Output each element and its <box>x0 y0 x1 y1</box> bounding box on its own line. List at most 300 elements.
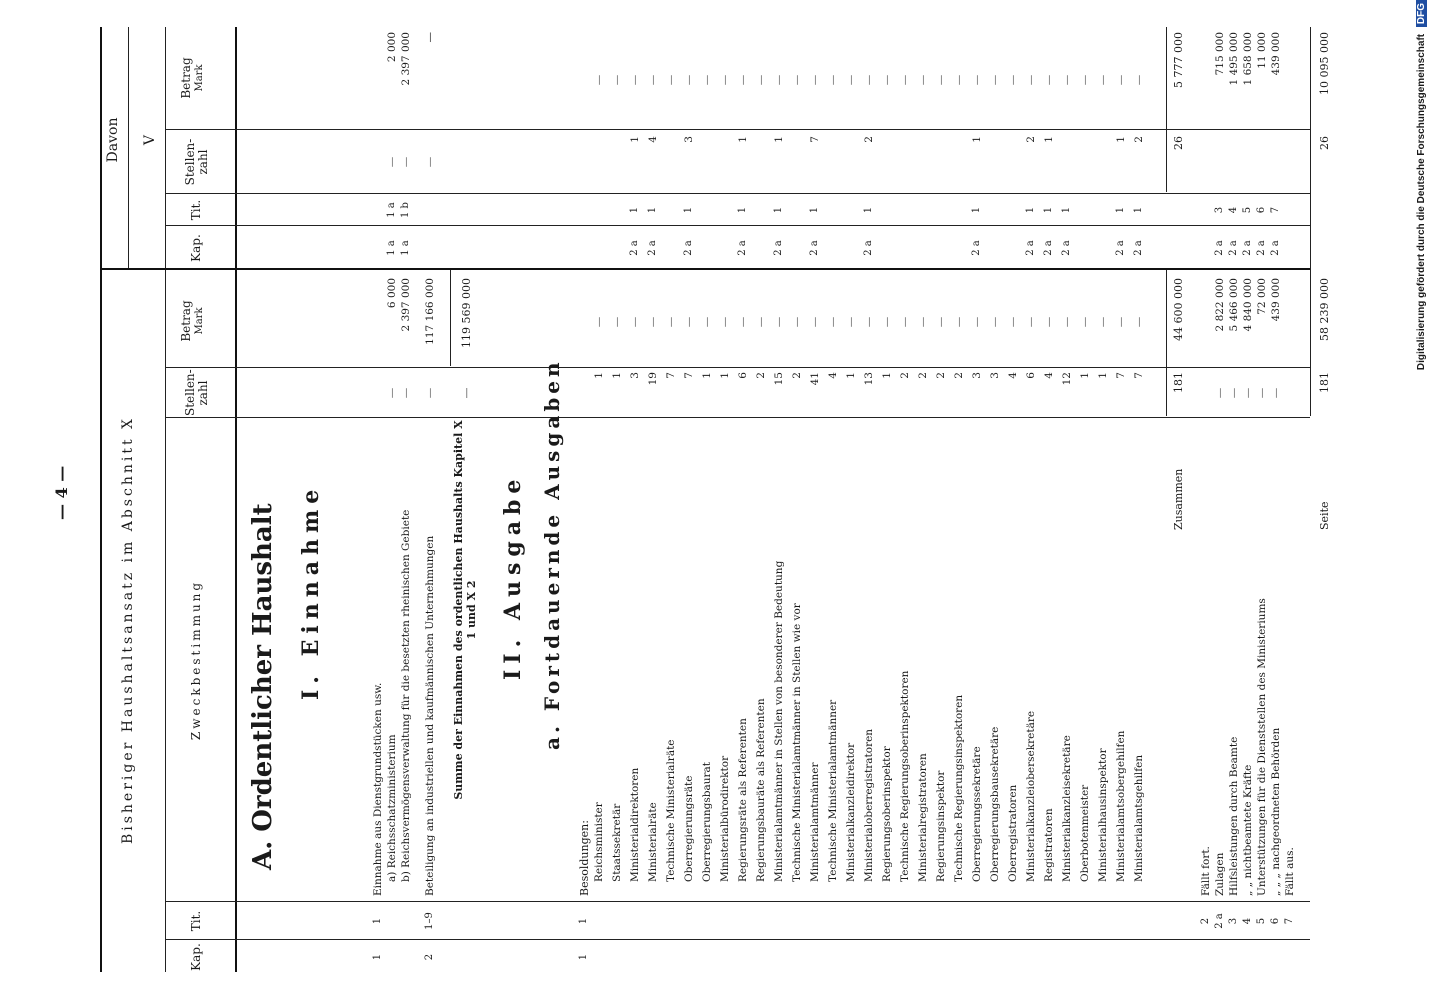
salary-betrag-dash: — <box>809 316 821 328</box>
table-title: Bisheriger Haushaltsansatz im Abschnitt X <box>120 415 136 845</box>
salary-row <box>970 0 986 1000</box>
salary-stellen: 4 <box>1043 372 1055 379</box>
other-text: „ „ nichtbeamtete Kräfte <box>1242 764 1254 896</box>
salary-v-stellen: 2 <box>1133 136 1145 143</box>
salary-betrag-dash: — <box>1133 316 1145 328</box>
salary-v-stellen: 4 <box>647 136 659 143</box>
salary-v-betrag-dash: — <box>773 74 785 86</box>
salary-kap: 1 <box>578 953 589 961</box>
salary-stellen: 19 <box>647 372 659 386</box>
income-v-tit: 1 a <box>386 202 397 218</box>
other-betrag: 439 000 <box>1270 278 1282 322</box>
other-text: Fällt fort. <box>1200 846 1212 896</box>
other-text: Unterstützungen für die Dienststellen des Ministeriums <box>1256 598 1268 896</box>
salary-desc: Oberregierungsbausekretäre <box>989 726 1001 882</box>
salary-tit: 1 <box>578 917 589 925</box>
salary-v-betrag-dash: — <box>899 74 911 86</box>
salary-v-betrag-dash: — <box>719 74 731 86</box>
salary-v-betrag-dash: — <box>791 74 803 86</box>
salary-v-stellen: 1 <box>629 136 641 143</box>
other-v-tit: 6 <box>1256 206 1267 214</box>
salary-v-tit: 1 <box>737 206 748 214</box>
v-zusammen-betrag: 5 777 000 <box>1172 32 1185 88</box>
other-v-tit: 5 <box>1242 206 1253 214</box>
salary-betrag-dash: — <box>773 316 785 328</box>
salary-stellen: 1 <box>611 372 623 379</box>
salary-betrag-dash: — <box>683 316 695 328</box>
salary-v-betrag-dash: — <box>629 74 641 86</box>
other-v-betrag: 715 000 <box>1214 32 1226 76</box>
salary-desc: Ministerialoberregistratoren <box>863 728 875 882</box>
salary-stellen: 1 <box>593 372 605 379</box>
salary-betrag-dash: — <box>935 316 947 328</box>
salary-desc: Ministerialbürodirektor <box>719 755 731 882</box>
salary-v-betrag-dash: — <box>665 74 677 86</box>
salary-desc: Ministerialregistratoren <box>917 753 929 882</box>
salary-stellen: 2 <box>935 372 947 379</box>
salary-v-tit: 1 <box>1061 206 1072 214</box>
salary-row <box>628 0 644 1000</box>
salary-row <box>952 0 968 1000</box>
salary-desc: Technische Regierungsoberinspektoren <box>899 670 911 882</box>
salary-v-tit: 1 <box>971 206 982 214</box>
income-kap: 1 <box>372 953 383 961</box>
salary-stellen: 4 <box>827 372 839 379</box>
v-kap-header: Kap. <box>189 234 203 262</box>
other-text: „ „ „ nachgeordneten Behörden <box>1270 727 1282 896</box>
salary-betrag-dash: — <box>791 316 803 328</box>
v-zusammen-rule <box>1166 27 1167 192</box>
salary-v-betrag-dash: — <box>647 74 659 86</box>
income-sum-betrag: 119 569 000 <box>460 278 473 348</box>
mark-label: Mark <box>194 307 205 335</box>
salary-row <box>1060 0 1076 1000</box>
salary-row <box>1042 0 1058 1000</box>
betrag-label: Betrag <box>179 300 193 342</box>
davon-label: Davon <box>105 117 121 163</box>
income-kap: 2 <box>424 953 435 961</box>
other-v-kap: 2 a <box>1228 240 1239 256</box>
salary-v-tit: 1 <box>863 206 874 214</box>
header-rule-2 <box>235 27 237 972</box>
salary-v-betrag-dash: — <box>1133 74 1145 86</box>
salary-v-betrag-dash: — <box>1097 74 1109 86</box>
salary-stellen: 7 <box>665 372 677 379</box>
other-v-betrag: 1 495 000 <box>1228 32 1240 86</box>
salary-desc: Ministerialhausinspektor <box>1097 748 1109 882</box>
salary-v-kap: 2 a <box>773 240 784 256</box>
salary-row <box>790 0 806 1000</box>
income-text: a) Reichsschatzministerium <box>386 734 398 882</box>
zusammen-rule <box>1166 270 1167 416</box>
salary-stellen: 7 <box>1115 372 1127 379</box>
salary-v-kap: 2 a <box>683 240 694 256</box>
income-v-kap: 1 a <box>386 240 397 256</box>
salary-v-stellen: 7 <box>809 136 821 143</box>
salary-v-tit: 1 <box>1043 206 1054 214</box>
salary-v-betrag-dash: — <box>1079 74 1091 86</box>
salary-v-betrag-dash: — <box>755 74 767 86</box>
salary-desc: Oberregierungssekretäre <box>971 746 983 882</box>
income-v-stellen: — <box>386 156 398 168</box>
other-betrag: 4 840 000 <box>1242 278 1254 332</box>
salary-desc: Regierungsinspektor <box>935 770 947 882</box>
salary-v-stellen: 2 <box>1025 136 1037 143</box>
dfg-credit-text: Digitalisierung gefördert durch die Deutsche Forschungsgemeinschaft <box>1416 33 1427 371</box>
salary-v-betrag-dash: — <box>593 74 605 86</box>
income-v-tit: 1 b <box>400 202 411 218</box>
section-ii-heading: II. Ausgabe <box>500 473 526 680</box>
salary-row <box>1096 0 1112 1000</box>
salary-desc: Staatssekretär <box>611 803 623 882</box>
seite-rule <box>1310 27 1311 416</box>
income-v-betrag: 2 000 <box>386 32 398 63</box>
salary-row <box>1006 0 1022 1000</box>
page-number: — 4 — <box>52 465 71 520</box>
salary-stellen: 1 <box>719 372 731 379</box>
other-betrag: 72 000 <box>1256 278 1268 315</box>
salary-row <box>880 0 896 1000</box>
salary-v-betrag-dash: — <box>989 74 1001 86</box>
salary-v-betrag-dash: — <box>935 74 947 86</box>
salary-v-betrag-dash: — <box>737 74 749 86</box>
salary-stellen: 41 <box>809 372 821 386</box>
salary-v-stellen: 1 <box>1043 136 1055 143</box>
salary-betrag-dash: — <box>863 316 875 328</box>
salary-stellen: 1 <box>845 372 857 379</box>
income-v-betrag: 2 397 000 <box>400 32 412 86</box>
v-zusammen-stellen: 26 <box>1172 136 1185 150</box>
salary-desc: Regierungsräte als Referenten <box>737 718 749 882</box>
v-mark-label: Mark <box>194 64 205 92</box>
other-tit: 3 <box>1228 917 1239 925</box>
salary-desc: Ministerialamtmänner in Stellen von besonderer Bedeutung <box>773 560 785 882</box>
col-betrag-header <box>180 276 206 366</box>
other-stellen: — <box>1214 387 1226 399</box>
salary-betrag-dash: — <box>899 316 911 328</box>
salary-v-tit: 1 <box>1133 206 1144 214</box>
other-stellen: — <box>1270 387 1282 399</box>
salary-stellen: 1 <box>1097 372 1109 379</box>
other-v-betrag: 1 658 000 <box>1242 32 1254 86</box>
salary-stellen: 13 <box>863 372 875 386</box>
salary-betrag-dash: — <box>1043 316 1055 328</box>
salary-desc: Ministerialkanzleiobersekretäre <box>1025 710 1037 882</box>
salary-stellen: 3 <box>629 372 641 379</box>
salary-v-betrag-dash: — <box>827 74 839 86</box>
other-v-kap: 2 a <box>1270 240 1281 256</box>
salary-row <box>664 0 680 1000</box>
salary-v-kap: 2 a <box>1043 240 1054 256</box>
salary-desc: Oberregistratoren <box>1007 784 1019 882</box>
salary-v-tit: 1 <box>1115 206 1126 214</box>
v-stellen-header: Stellen-zahl <box>183 138 210 186</box>
salary-row <box>736 0 752 1000</box>
salary-betrag-dash: — <box>827 316 839 328</box>
salary-stellen: 6 <box>1025 372 1037 379</box>
salary-v-kap: 2 a <box>1115 240 1126 256</box>
salary-desc: Ministerialdirektoren <box>629 767 641 882</box>
zusammen-stellen: 181 <box>1172 372 1185 393</box>
other-v-kap: 2 a <box>1214 240 1225 256</box>
salary-betrag-dash: — <box>989 316 1001 328</box>
salary-desc: Oberbotenmeister <box>1079 784 1091 882</box>
salary-row <box>826 0 842 1000</box>
salary-v-stellen: 1 <box>737 136 749 143</box>
salary-betrag-dash: — <box>593 316 605 328</box>
salary-row <box>1024 0 1040 1000</box>
income-betrag: 117 166 000 <box>424 278 436 345</box>
other-v-tit: 7 <box>1270 206 1281 214</box>
salary-stellen: 12 <box>1061 372 1073 386</box>
salary-v-stellen: 1 <box>971 136 983 143</box>
other-tit: 5 <box>1256 917 1267 925</box>
salary-stellen: 1 <box>881 372 893 379</box>
salary-stellen: 2 <box>899 372 911 379</box>
section-a-sub-heading: a. Fortdauernde Ausgaben <box>540 358 564 750</box>
salary-row <box>646 0 662 1000</box>
other-tit: 2 <box>1200 917 1211 925</box>
salary-betrag-dash: — <box>1115 316 1127 328</box>
other-text: Fällt aus. <box>1284 847 1296 896</box>
salary-v-kap: 2 a <box>1061 240 1072 256</box>
salary-row <box>916 0 932 1000</box>
other-v-kap: 2 a <box>1256 240 1267 256</box>
salary-desc: Reichsminister <box>593 802 605 882</box>
salary-v-stellen: 1 <box>1115 136 1127 143</box>
income-stellen: — <box>386 387 398 399</box>
salary-betrag-dash: — <box>647 316 659 328</box>
income-tit: 1–9 <box>424 912 435 930</box>
top-rule <box>100 27 102 972</box>
income-stellen: — <box>400 387 412 399</box>
salary-v-stellen: 1 <box>773 136 785 143</box>
salary-row <box>844 0 860 1000</box>
salary-desc: Regierungsoberinspektor <box>881 746 893 882</box>
salary-row <box>772 0 788 1000</box>
salary-v-betrag-dash: — <box>881 74 893 86</box>
income-tit: 1 <box>372 917 383 925</box>
salary-betrag-dash: — <box>845 316 857 328</box>
salary-v-betrag-dash: — <box>845 74 857 86</box>
other-tit: 4 <box>1242 917 1253 925</box>
salary-v-kap: 2 a <box>1025 240 1036 256</box>
income-v-stellen: — <box>424 156 436 168</box>
salary-v-stellen: 3 <box>683 136 695 143</box>
salary-desc: Ministerialamtsobergehilfen <box>1115 730 1127 882</box>
income-sum-stellen: — <box>460 387 473 399</box>
section-i-heading: I. Einnahme <box>298 483 324 700</box>
salary-v-betrag-dash: — <box>809 74 821 86</box>
other-tit: 2 a <box>1214 913 1225 929</box>
salary-stellen: 7 <box>683 372 695 379</box>
salary-betrag-dash: — <box>881 316 893 328</box>
salary-v-tit: 1 <box>773 206 784 214</box>
salary-stellen: 7 <box>1133 372 1145 379</box>
salary-stellen: 2 <box>917 372 929 379</box>
davon-v: V <box>142 134 158 146</box>
salary-desc: Technische Ministerialräte <box>665 739 677 882</box>
salary-betrag-dash: — <box>611 316 623 328</box>
income-text: Beteiligung an industriellen und kaufmännischen Unternehmungen <box>424 535 436 896</box>
davon-rule <box>128 27 129 270</box>
salary-desc: Registratoren <box>1043 808 1055 882</box>
salary-row <box>592 0 608 1000</box>
salary-betrag-dash: — <box>1061 316 1073 328</box>
salary-desc: Technische Ministerialamtmänner in Stellen wie vor <box>791 603 803 882</box>
salary-row <box>754 0 770 1000</box>
header-rule-1 <box>165 27 166 972</box>
other-v-tit: 4 <box>1228 206 1239 214</box>
salary-stellen: 2 <box>755 372 767 379</box>
v-tit-header: Tit. <box>189 199 203 221</box>
income-betrag: 2 397 000 <box>400 278 412 332</box>
salary-betrag-dash: — <box>1007 316 1019 328</box>
salary-v-betrag-dash: — <box>863 74 875 86</box>
salary-stellen: 1 <box>701 372 713 379</box>
income-v-betrag: — <box>424 32 436 43</box>
v-betrag-header <box>180 28 206 128</box>
other-betrag: 2 822 000 <box>1214 278 1226 332</box>
salary-v-tit: 1 <box>1025 206 1036 214</box>
salary-betrag-dash: — <box>917 316 929 328</box>
salary-stellen: 6 <box>737 372 749 379</box>
salary-row <box>1114 0 1130 1000</box>
salary-betrag-dash: — <box>719 316 731 328</box>
seite-stellen: 181 <box>1318 372 1331 393</box>
v-seite-stellen: 26 <box>1318 136 1331 150</box>
salary-desc: Oberregierungsbaurat <box>701 762 713 882</box>
salary-v-tit: 1 <box>809 206 820 214</box>
other-tit: 7 <box>1284 917 1295 925</box>
seite-label: Seite <box>1318 501 1331 530</box>
salary-row <box>1132 0 1148 1000</box>
salary-row <box>898 0 914 1000</box>
salary-intro: Besoldungen: <box>578 820 591 896</box>
salary-v-betrag-dash: — <box>1061 74 1073 86</box>
salary-row <box>934 0 950 1000</box>
dfg-logo: DFG <box>1416 0 1427 27</box>
salary-betrag-dash: — <box>971 316 983 328</box>
income-text: Einnahme aus Dienstgrundstücken usw. <box>372 682 384 896</box>
col-stellen-header: Stellen-zahl <box>183 369 210 416</box>
salary-v-betrag-dash: — <box>701 74 713 86</box>
salary-stellen: 2 <box>791 372 803 379</box>
salary-betrag-dash: — <box>737 316 749 328</box>
salary-row <box>862 0 878 1000</box>
col-tit-header: Tit. <box>189 910 203 932</box>
col-kap-header: Kap. <box>189 943 203 971</box>
other-text: Zulagen <box>1214 852 1226 896</box>
col-zweck-header: Zweckbestimmung <box>189 579 203 741</box>
salary-betrag-dash: — <box>1025 316 1037 328</box>
salary-row <box>988 0 1004 1000</box>
salary-desc: Technische Ministerialamtmänner <box>827 699 839 882</box>
salary-v-kap: 2 a <box>737 240 748 256</box>
income-v-stellen: — <box>400 156 412 168</box>
salary-stellen: 15 <box>773 372 785 386</box>
salary-betrag-dash: — <box>665 316 677 328</box>
salary-v-betrag-dash: — <box>1025 74 1037 86</box>
salary-v-betrag-dash: — <box>611 74 623 86</box>
salary-desc: Ministerialamtsgehilfen <box>1133 754 1145 882</box>
other-v-betrag: 11 000 <box>1256 32 1268 69</box>
other-v-betrag: 439 000 <box>1270 32 1282 76</box>
salary-row <box>718 0 734 1000</box>
salary-v-kap: 2 a <box>809 240 820 256</box>
other-v-tit: 3 <box>1214 206 1225 214</box>
salary-v-kap: 2 a <box>629 240 640 256</box>
salary-desc: Oberregierungsräte <box>683 775 695 882</box>
salary-betrag-dash: — <box>755 316 767 328</box>
v-betrag-label: Betrag <box>179 57 193 99</box>
seite-betrag: 58 239 000 <box>1318 278 1331 341</box>
salary-stellen: 3 <box>971 372 983 379</box>
income-sum-text: Summe der Einnahmen des ordentlichen Haushalts Kapitel X 1 und X 2 <box>452 420 478 800</box>
salary-row <box>808 0 824 1000</box>
salary-v-kap: 2 a <box>1133 240 1144 256</box>
salary-v-betrag-dash: — <box>1115 74 1127 86</box>
salary-betrag-dash: — <box>1097 316 1109 328</box>
zusammen-betrag: 44 600 000 <box>1172 278 1185 341</box>
salary-desc: Ministerialkanzleidirektor <box>845 742 857 882</box>
salary-betrag-dash: — <box>953 316 965 328</box>
v-seite-betrag: 10 095 000 <box>1318 32 1331 95</box>
other-stellen: — <box>1256 387 1268 399</box>
other-tit: 6 <box>1270 917 1281 925</box>
salary-stellen: 4 <box>1007 372 1019 379</box>
salary-v-tit: 1 <box>647 206 658 214</box>
other-betrag: 5 466 000 <box>1228 278 1240 332</box>
income-text: b) Reichsvermögensverwaltung für die besetzten rheinischen Gebiete <box>400 509 412 882</box>
salary-v-kap: 2 a <box>863 240 874 256</box>
salary-v-betrag-dash: — <box>917 74 929 86</box>
salary-stellen: 2 <box>953 372 965 379</box>
salary-row <box>682 0 698 1000</box>
salary-row <box>700 0 716 1000</box>
other-stellen: — <box>1228 387 1240 399</box>
salary-betrag-dash: — <box>629 316 641 328</box>
salary-v-kap: 2 a <box>971 240 982 256</box>
zusammen-label: Zusammen <box>1172 468 1185 530</box>
salary-v-betrag-dash: — <box>683 74 695 86</box>
salary-v-betrag-dash: — <box>1043 74 1055 86</box>
other-stellen: — <box>1242 387 1254 399</box>
income-v-kap: 1 a <box>400 240 411 256</box>
salary-desc: Ministerialkanzleisekretäre <box>1061 735 1073 882</box>
salary-desc: Regierungsbauräte als Referenten <box>755 698 767 882</box>
salary-v-betrag-dash: — <box>971 74 983 86</box>
income-betrag: 6 000 <box>386 278 398 309</box>
other-text: Hilfsleistungen durch Beamte <box>1228 736 1240 896</box>
salary-betrag-dash: — <box>701 316 713 328</box>
salary-stellen: 1 <box>1079 372 1091 379</box>
salary-v-betrag-dash: — <box>953 74 965 86</box>
income-sum-rule <box>450 270 451 366</box>
footer-credit <box>1416 0 1427 1000</box>
salary-v-betrag-dash: — <box>1007 74 1019 86</box>
section-a-heading: A. Ordentlicher Haushalt <box>248 503 278 870</box>
salary-v-kap: 2 a <box>647 240 658 256</box>
salary-desc: Technische Regierungsinspektoren <box>953 694 965 882</box>
salary-desc: Ministerialräte <box>647 802 659 882</box>
salary-v-tit: 1 <box>683 206 694 214</box>
income-stellen: — <box>424 387 436 399</box>
salary-v-tit: 1 <box>629 206 640 214</box>
salary-row <box>610 0 626 1000</box>
other-v-kap: 2 a <box>1242 240 1253 256</box>
salary-desc: Ministerialamtmänner <box>809 762 821 882</box>
